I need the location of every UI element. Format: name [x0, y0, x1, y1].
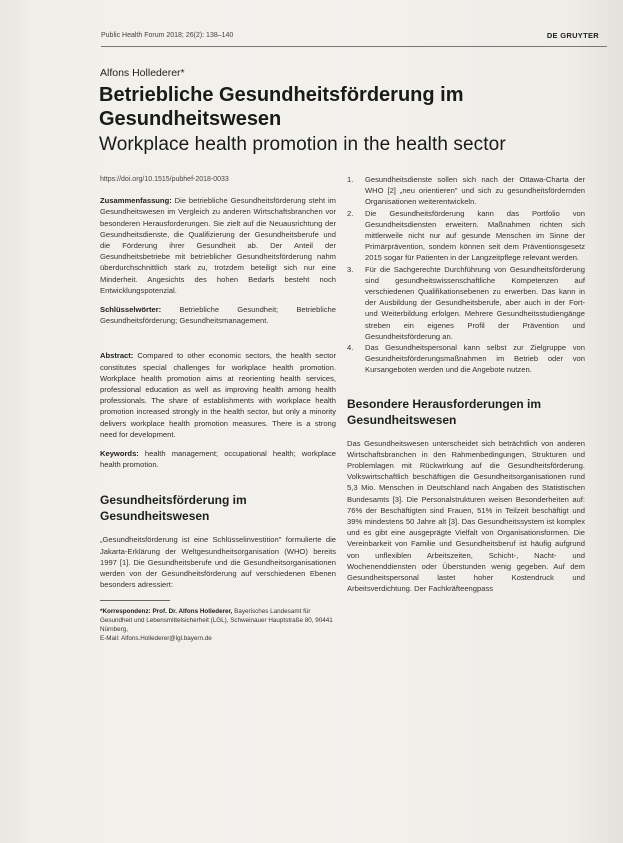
list-number: 4.	[347, 343, 354, 353]
list-item-text: Für die Sachgerechte Durchführung von Gesundheitsförderung sind gesundheitswissenschaftliche Kompetenzen auf verschiedenen Qualifikationsebenen zu erwerben. Das kann in der Ausbildung der Gesundheitsberufe, aber auch in der Fort- und Weiterbildung erfolgen. Mehrere Gesundheitsstudiengänge streben ein eigenes Profil der Prävention und Gesundheitsförderung an.	[365, 264, 585, 341]
list-item	[347, 208, 585, 264]
schluesselwoerter-paragraph	[100, 304, 336, 326]
schluesselwoerter-text: Betriebliche Gesundheit; Betriebliche Gesundheitsförderung; Gesundheitsmanagement.	[100, 305, 336, 326]
abstract-text: Compared to other economic sectors, the health sector constitutes special challenges for workplace health promotion. Workplace health promotion aims at reorienting health services, professional education as well as improving health among health professionals. The share of establishments with workplace health promotion increased strongly in the health sector, but only a minority delivers workplace health promotion measures. There is a strong need for development.	[100, 351, 336, 439]
journal-citation: Public Health Forum 2018; 26(2): 138–140	[101, 32, 234, 39]
keywords-label: Keywords:	[100, 449, 139, 459]
section1-paragraph: „Gesundheitsförderung ist eine Schlüsselinvestition" formulierte die Jakarta-Erklärung der Weltgesundheitsorganisation (WHO) bereits 1997 [1]. Die Gesundheitsberufe und die Gesundheitsorganisationen werden von der Gesundheitsförderung auf verschiedenen Ebenen besonders adressiert:	[100, 535, 336, 590]
right-column	[347, 174, 585, 595]
schluesselwoerter-label: Schlüsselwörter:	[100, 305, 162, 315]
zusammenfassung-paragraph	[100, 195, 336, 296]
footnote-rule	[100, 600, 170, 601]
section-heading-gesundheitsfoerderung: Gesundheitsförderung im Gesundheitswesen	[100, 493, 247, 524]
doi-link[interactable]: https://doi.org/10.1515/pubhef-2018-0033	[100, 176, 229, 183]
list-number: 2.	[347, 208, 354, 218]
list-item	[347, 264, 585, 342]
keywords-paragraph	[100, 448, 336, 470]
section2-paragraph: Das Gesundheitswesen unterscheidet sich beträchtlich von anderen Wirtschaftsbranchen in den Rahmenbedingungen, Strukturen und Problemlagen mit Rückwirkung auf die Gesundheitsförderung. Volkswirtschaftlich beschäftigen die Gesundheitsorganisationen rund 5,3 Mio. Menschen in Deutschland nach Angaben des Statistischen Bundesamts [3]. Die Personalstrukturen weisen Besonderheiten auf: 76% der Beschäftigten sind Frauen, 51% in Teilzeit beschäftigt und 39% mindestens 50 Jahre alt [3]. Das Gesundheitssystem ist komplex und es gibt eine ausgeprägte Vielfalt von Organisationsformen. Die Vereinbarkeit von Familie und Gesundheitsberuf ist häufig aufgrund von unflexiblen Arbeitszeiten, Schicht-, Nacht- und Wochenenddiensten oder Überstunden wenig gegeben. Auf dem Gesundheitspersonal lastet hoher Kostendruck und Arbeitsverdichtung. Der Fachkräfteengpass	[347, 438, 585, 594]
running-header	[101, 32, 605, 44]
numbered-list	[347, 174, 585, 376]
section-heading-herausforderungen: Besondere Herausforderungen im Gesundheitswesen	[347, 396, 542, 427]
abstract-paragraph	[100, 350, 336, 440]
article-title-german: Betriebliche Gesundheitsförderung im Gesundheitswesen	[99, 84, 464, 130]
zusammenfassung-label: Zusammenfassung:	[100, 196, 172, 206]
list-number: 3.	[347, 264, 354, 274]
list-item	[347, 174, 585, 208]
correspondence-org: Bayerisches Landesamt für Gesundheit und Lebensmittelsicherheit (LGL),	[100, 608, 311, 625]
header-rule	[101, 46, 607, 47]
left-column	[100, 174, 336, 643]
abstract-label: Abstract:	[100, 351, 134, 361]
list-item-text: Gesundheitsdienste sollen sich nach der Ottawa-Charta der WHO [2] „neu orientieren" und sich zu gesundheitsfördernden Organisationen weiterentwickeln.	[365, 175, 585, 207]
correspondence-footnote	[100, 607, 336, 643]
correspondence-email[interactable]: E-Mail: Alfons.Hollederer@lgl.bayern.de	[100, 635, 212, 643]
list-item	[347, 342, 585, 376]
list-item-text: Die Gesundheitsförderung kann das Portfolio von Gesundheitsdiensten erweitern. Maßnahmen richten sich mittlerweile nicht nur auf gesunde Menschen im Sinne der Primärprävention, sondern können seit dem Präventionsgesetz 2015 sogar für Patienten in der Langzeitpflege relevant werden.	[365, 208, 585, 263]
zusammenfassung-text: Die betriebliche Gesundheitsförderung steht im Gesundheitswesen im Vergleich zu anderen Wirtschaftsbranchen vor besonderen Herausforderungen. Sie zielt auf die Neuausrichtung der Gesundheitsdienste, die Qualifizierung der Gesundheitsberufe und die Förderung ihrer Gesundheit ab. Der Anteil der Gesundheitsbetriebe mit betrieblicher Gesundheitsförderung nahm überdurchschnittlich stark zu, trotzdem beteiligt sich nur eine Minderheit. Angesichts des hohen Bedarfs besteht noch Entwicklungspotenzial.	[100, 196, 336, 295]
publisher-logo: DE GRUYTER	[546, 31, 599, 40]
author-name: Alfons Hollederer*	[100, 67, 185, 79]
list-number: 1.	[347, 175, 354, 184]
correspondence-label: *Korrespondenz: Prof. Dr. Alfons Hollederer,	[100, 608, 233, 616]
keywords-text: health management; occupational health; workplace health promotion.	[100, 449, 336, 470]
correspondence-address: Schweinauer Hauptstraße 80, 90441 Nürnberg,	[100, 617, 333, 634]
list-item-text: Das Gesundheitspersonal kann selbst zur Zielgruppe von Gesundheitsförderungsmaßnahmen im Betrieb oder von Kursangeboten werden und die Angebote nutzen.	[365, 343, 585, 375]
article-title-english: Workplace health promotion in the health sector	[99, 134, 506, 155]
